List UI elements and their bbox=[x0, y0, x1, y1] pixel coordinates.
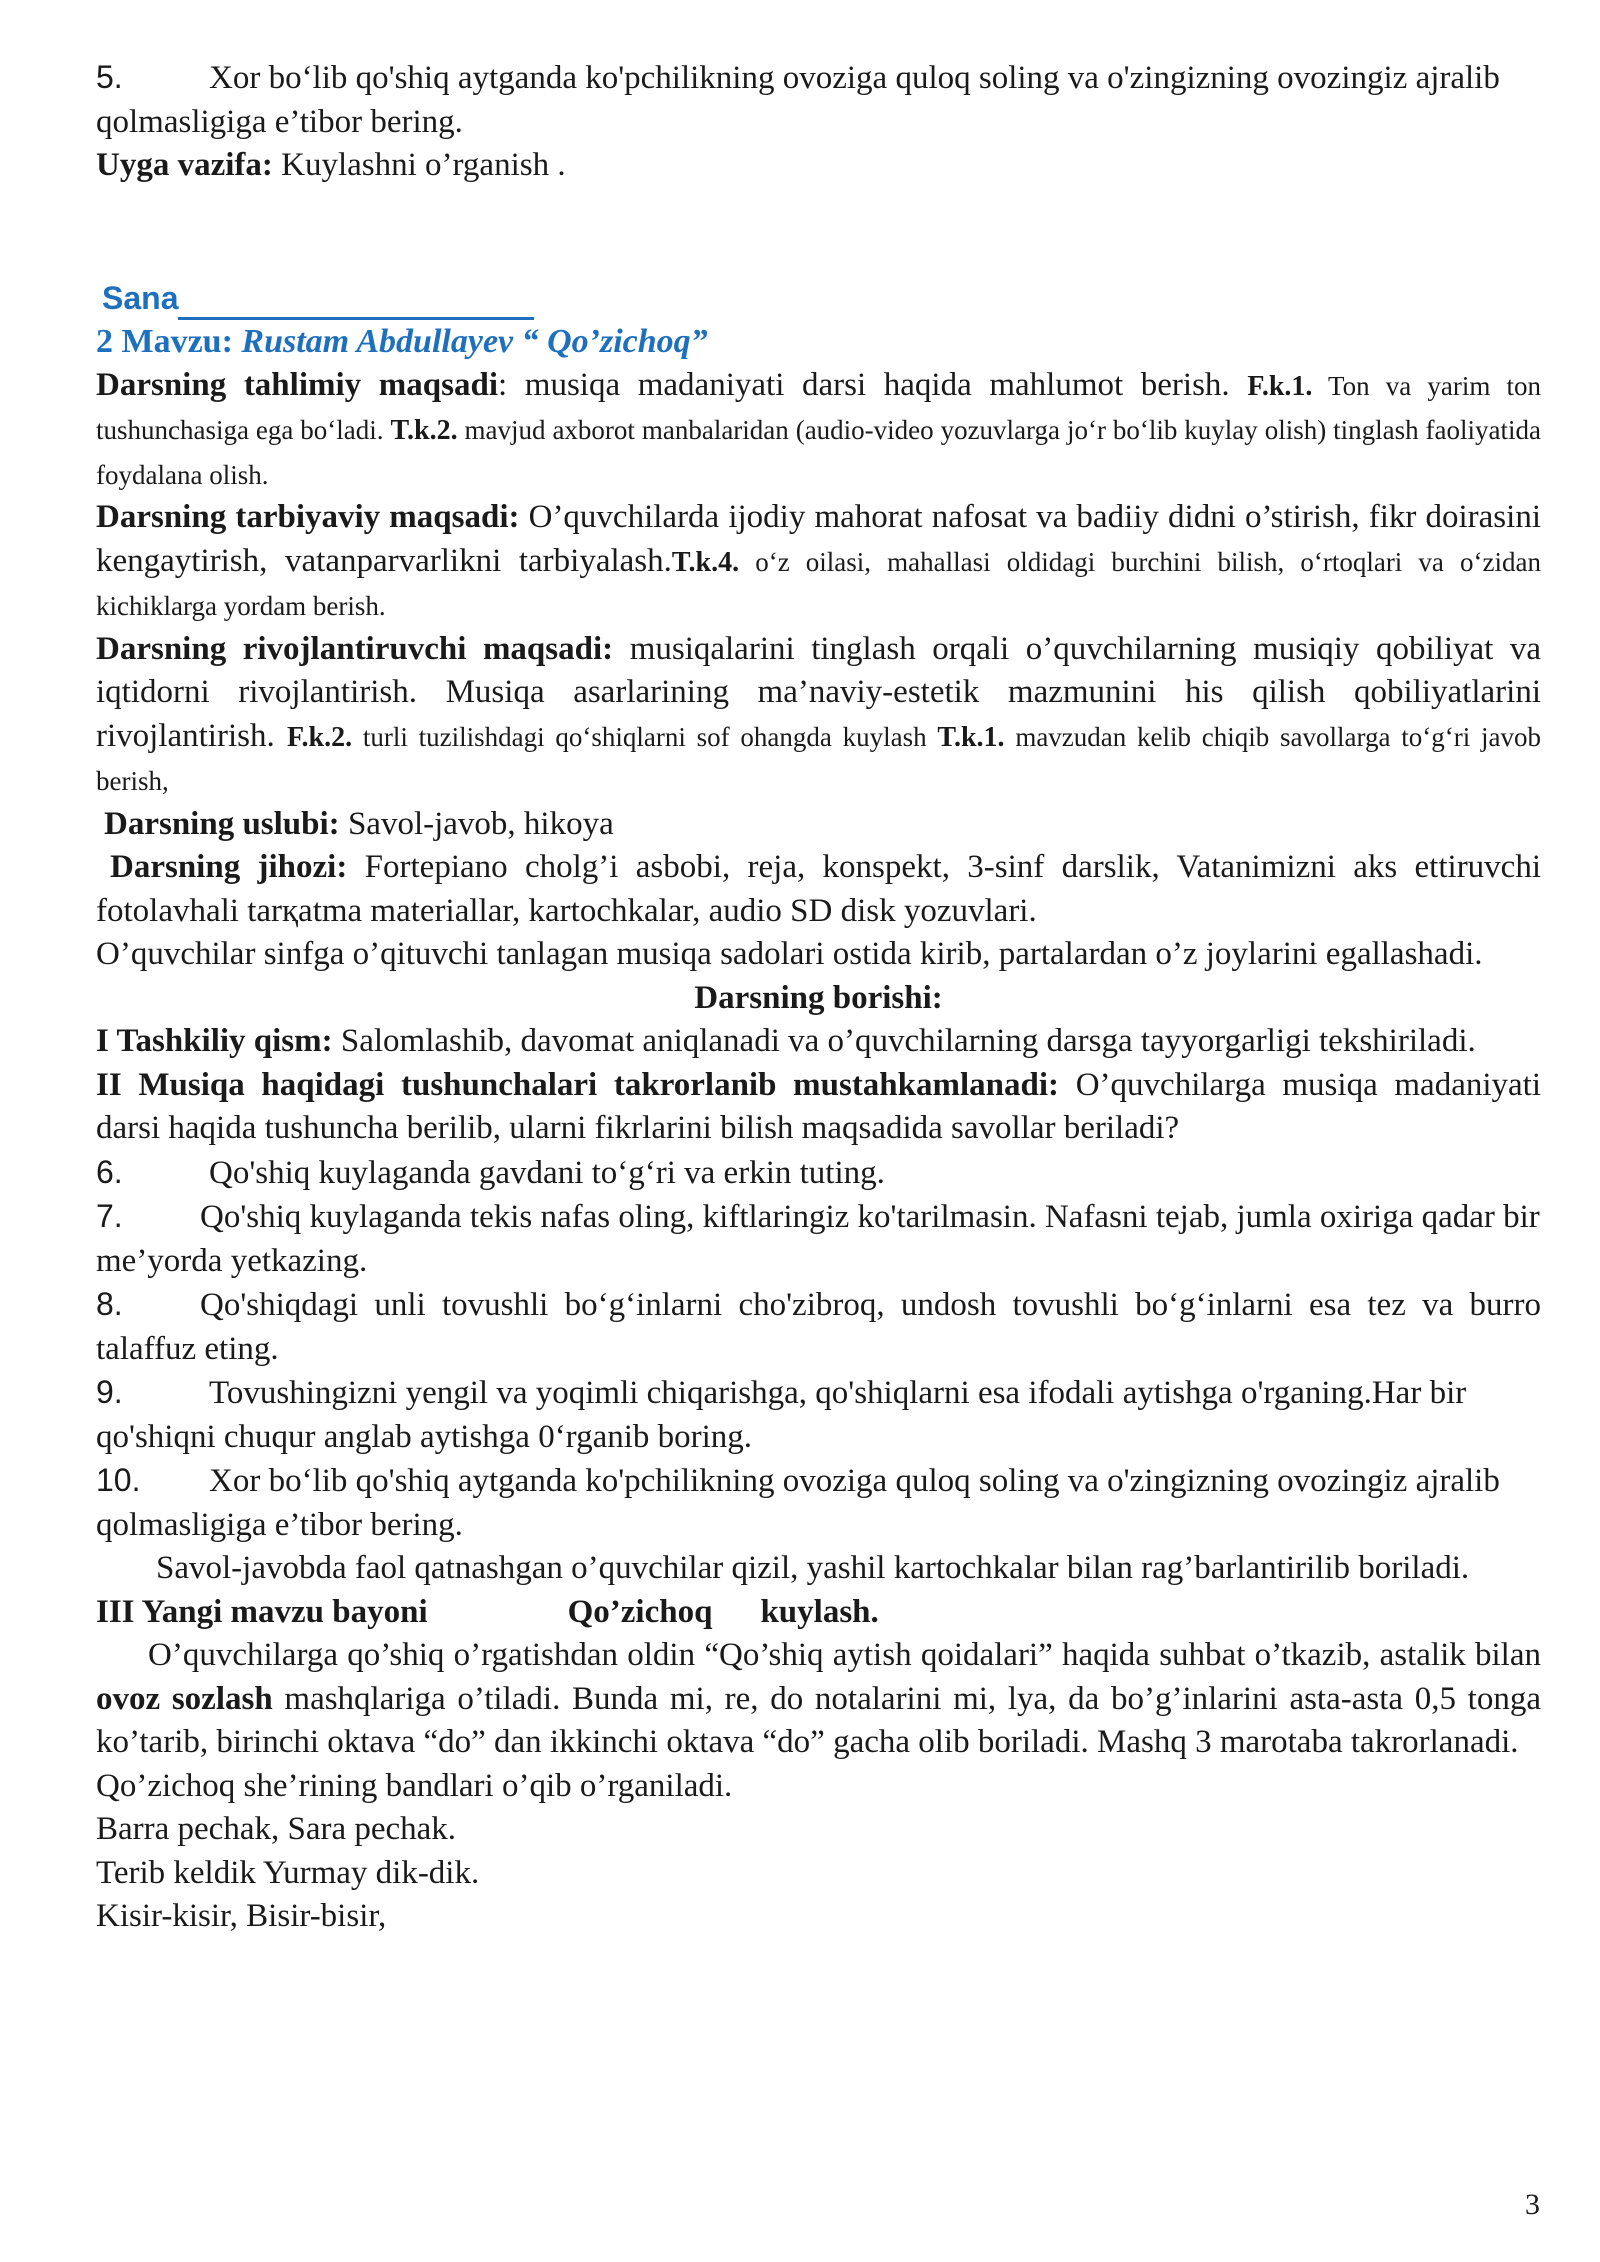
page-number: 3 bbox=[1525, 2188, 1540, 2221]
rule-text: Qo'shiq kuylaganda tekis nafas oling, kiftlaringiz ko'tarilmasin. Nafasni tejab, jumla oxiriga qadar bir me’yorda yetkazing. bbox=[96, 1199, 1540, 1279]
rule-text: Qo'shiq kuylaganda gavdani to‘g‘ri va erkin tuting. bbox=[209, 1154, 885, 1191]
homework-label: Uyga vazifa: bbox=[96, 147, 273, 183]
organizational-label: I Tashkiliy qism: bbox=[96, 1023, 333, 1059]
list-number: 8. bbox=[96, 1286, 123, 1322]
lyrics-intro: Qo’zichoq she’rining bandlari o’qib o’rganiladi. bbox=[96, 1767, 733, 1804]
list-number: 6. bbox=[96, 1153, 123, 1190]
topic-name: Rustam Abdullayev “ Qo’zichoq” bbox=[241, 322, 708, 360]
lyrics-line: Barra pechak, Sara pechak. bbox=[96, 1811, 457, 1847]
list-number: 5. bbox=[96, 59, 123, 95]
developmental-goal bbox=[96, 628, 1541, 803]
competency-code: T.k.2. bbox=[390, 415, 458, 446]
review-label: II Musiqa haqidagi tushunchalari takrorlanib mustahkamlanadi: bbox=[96, 1066, 1060, 1103]
educational-goal-text: : musiqa madaniyati darsi haqida mahlumot berish. bbox=[498, 366, 1248, 403]
document-page bbox=[96, 56, 1541, 1939]
topic-title bbox=[96, 320, 1541, 364]
educational-goal bbox=[96, 364, 1541, 497]
competency-code: T.k.1. bbox=[937, 721, 1005, 753]
intro-text: mashqlariga o’tiladi. Bunda mi, re, do notalarini mi, lya, da bo’g’inlarini asta-asta 0,5 tonga ko’tarib, birinchi oktava “do” dan ikkinchi oktava “do” gacha olib boriladi. Mashq 3 marotaba takrorlanadi. bbox=[96, 1680, 1541, 1760]
new-topic-intro bbox=[96, 1634, 1541, 1765]
competency-text: o‘z oilasi, mahallasi oldidagi burchini bilish, o‘rtoqlari va o‘zidan kichiklarga yordam berish. bbox=[96, 546, 1541, 621]
rule-item-9 bbox=[96, 1371, 1541, 1459]
review-text: O’quvchilarga musiqa madaniyati darsi haqida tushuncha berilib, ularni fikrlarini bilish maqsadida savollar beriladi? bbox=[96, 1066, 1542, 1146]
rule-text: Xor bo‘lib qo'shiq aytganda ko'pchilikning ovoziga quloq soling va o'zingizning ovozingiz ajralib qolmasligiga e’tibor bering. bbox=[96, 1463, 1500, 1543]
homework-line bbox=[96, 144, 1541, 188]
rule-item-10 bbox=[96, 1459, 1541, 1547]
intro-bold-term: ovoz sozlash bbox=[96, 1680, 273, 1717]
lyrics-line: Kisir-kisir, Bisir-bisir, bbox=[96, 1898, 387, 1934]
lesson-equipment-text: Fortepiano cholg’i asbobi, reja, konspekt, 3-sinf darslik, Vatanimizni aks ettiruvchi fotolavhali tarқatma materiallar, kartochkalar, audio SD disk yozuvlari. bbox=[96, 849, 1541, 929]
new-topic-label: III Yangi mavzu bayoni bbox=[96, 1593, 428, 1630]
lesson-method bbox=[96, 803, 1541, 847]
new-topic-line bbox=[96, 1591, 1541, 1635]
reward-text: Savol-javobda faol qatnashgan o’quvchilar qizil, yashil kartochkalar bilan rag’barlantirilib boriladi. bbox=[156, 1550, 1470, 1586]
rule-text: Tovushingizni yengil va yoqimli chiqarishga, qo'shiqlarni esa ifodali aytishga o'rganing.Har bir qo'shiqni chuqur anglab aytishga 0‘rganib boring. bbox=[96, 1375, 1467, 1455]
rule-item-5 bbox=[96, 56, 1541, 144]
rule-item-8 bbox=[96, 1283, 1541, 1371]
competency-text: Ton va yarim ton tushunchasiga ega bo‘ladi. bbox=[96, 370, 1542, 445]
date-label: Sana bbox=[102, 279, 179, 316]
lesson-equipment bbox=[96, 846, 1541, 933]
lesson-progress-heading bbox=[96, 977, 1541, 1021]
topic-prefix: 2 Mavzu: bbox=[96, 322, 242, 360]
developmental-goal-text: musiqalarini tinglash orqali o’quvchilarning musiqiy qobiliyat va iqtidorni rivojlantirish. Musiqa asarlarining ma’naviy-estetik mazmunini his qilish qobiliyatlarini rivojlantirish. bbox=[96, 630, 1541, 754]
upbringing-goal-label: Darsning tarbiyaviy maqsadi: bbox=[96, 499, 520, 535]
competency-code: T.k.4. bbox=[671, 546, 740, 578]
competency-code: F.k.2. bbox=[287, 721, 353, 753]
rule-text: Xor bo‘lib qo'shiq aytganda ko'pchilikning ovoziga quloq soling va o'zingizning ovozingiz ajralib qolmasligiga e’tibor bering. bbox=[96, 60, 1500, 140]
review-part bbox=[96, 1064, 1541, 1151]
new-topic-song: Qo’zichoq bbox=[567, 1593, 713, 1630]
list-number: 10. bbox=[96, 1462, 141, 1498]
homework-text: Kuylashni o’rganish . bbox=[272, 147, 566, 183]
date-blank-line bbox=[178, 287, 534, 320]
lesson-progress-heading-text: Darsning borishi: bbox=[694, 979, 943, 1016]
rule-item-6 bbox=[96, 1151, 1541, 1196]
upbringing-goal-text: O’quvchilarda ijodiy mahorat nafosat va badiiy didni o’stirish, fikr doirasini kengaytirish, vatanparvarlikni tarbiyalash. bbox=[96, 499, 1541, 579]
lesson-equipment-label: Darsning jihozi: bbox=[110, 849, 348, 885]
intro-text: O’quvchilarga qo’shiq o’rgatishdan oldin “Qo’shiq aytish qoidalari” haqida suhbat o’tkazib, astalik bilan bbox=[148, 1637, 1541, 1673]
date-field bbox=[96, 276, 1541, 320]
list-number: 7. bbox=[96, 1198, 123, 1234]
lesson-method-text: Savol-javob, hikoya bbox=[339, 805, 614, 842]
rule-text: Qo'shiqdagi unli tovushli bo‘g‘inlarni cho'zibroq, undosh tovushli bo‘g‘inlarni esa tez va burro talaffuz eting. bbox=[96, 1287, 1541, 1367]
organizational-text: Salomlashib, davomat aniqlanadi va o’quvchilarning darsga tayyorgarligi tekshiriladi. bbox=[332, 1023, 1476, 1059]
organizational-part bbox=[96, 1020, 1541, 1064]
developmental-goal-label: Darsning rivojlantiruvchi maqsadi: bbox=[96, 630, 614, 667]
list-number: 9. bbox=[96, 1374, 123, 1410]
competency-text: mavjud axborot manbalaridan (audio-video yozuvlarga jo‘r bo‘lib kuylay olish) tinglash faoliyatida foydalana olish. bbox=[96, 415, 1541, 490]
rule-item-7 bbox=[96, 1195, 1541, 1283]
competency-text: turli tuzilishdagi qo‘shiqlarni sof ohangda kuylash bbox=[352, 721, 938, 752]
competency-text: mavzudan kelib chiqib savollarga to‘g‘ri javob berish, bbox=[96, 721, 1542, 796]
lesson-header bbox=[96, 276, 1541, 364]
class-entry-text: O’quvchilar sinfga o’qituvchi tanlagan musiqa sadolari ostida kirib, partalardan o’z joylarini egallashadi. bbox=[96, 936, 1483, 972]
educational-goal-label: Darsning tahlimiy maqsadi bbox=[96, 366, 498, 403]
new-topic-action: kuylash. bbox=[760, 1593, 879, 1630]
lesson-method-label: Darsning uslubi: bbox=[104, 805, 340, 842]
upbringing-goal bbox=[96, 496, 1541, 628]
competency-code: F.k.1. bbox=[1247, 370, 1313, 402]
lyrics-line: Terib keldik Yurmay dik-dik. bbox=[96, 1854, 480, 1891]
